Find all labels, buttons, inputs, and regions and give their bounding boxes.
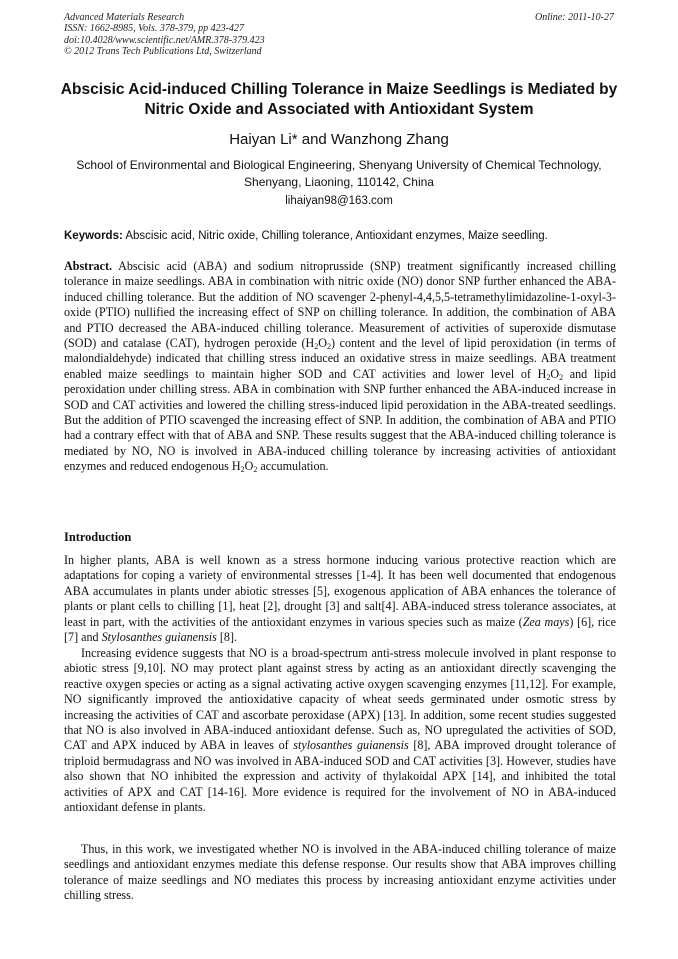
introduction-heading: Introduction bbox=[64, 530, 132, 544]
abstract-text: O bbox=[318, 336, 327, 351]
abstract bbox=[64, 259, 616, 475]
paragraph-text: [8], ABA improved drought tolerance of triploid bermudagrass and NO was involved in ABA-induced SOD and CAT activities [3]. However, studies have also shown that NO inhibited the expression and activity of thylakoidal APX [14], and inhibited the total activities of APX and CAT [14-16]. More evidence is required for the involvement of NO in ABA-induced antioxidant defense in plants. bbox=[64, 738, 616, 815]
species-name: Zea mays bbox=[522, 614, 570, 629]
keywords-text: Abscisic acid, Nitric oxide, Chilling tolerance, Antioxidant enzymes, Maize seedling. bbox=[125, 230, 548, 242]
paragraph-text: [8]. bbox=[216, 630, 238, 645]
abstract-text: ) content and the level of lipid peroxidation (in terms of malondialdehyde) indicated that chilling stress induced an oxidative stress in maize seedlings. ABA treatment enabled maize seedlings to maintain higher SOD and CAT activities and lower level of H bbox=[64, 336, 616, 381]
abstract-text: O bbox=[244, 459, 254, 474]
abstract-text: O bbox=[550, 366, 560, 381]
keywords bbox=[64, 229, 616, 244]
subscript: 2 bbox=[240, 465, 245, 475]
subscript: 2 bbox=[314, 342, 319, 352]
paper-title: Abscisic Acid-induced Chilling Tolerance in Maize Seedlings is Mediated by Nitric Oxide and Associated with Antioxidant System bbox=[60, 81, 618, 118]
subscript: 2 bbox=[546, 372, 551, 382]
subscript: 2 bbox=[326, 342, 331, 352]
paragraph-text: ) [6], rice [7] and bbox=[64, 614, 616, 645]
subscript: 2 bbox=[559, 372, 564, 382]
intro-paragraph-2 bbox=[64, 646, 616, 815]
author-email: lihaiyan98@163.com bbox=[285, 195, 393, 207]
copyright-line: © 2012 Trans Tech Publications Ltd, Switzerland bbox=[64, 46, 262, 58]
species-name: stylosanthes guianensis bbox=[293, 738, 409, 753]
journal-name: Advanced Materials Research bbox=[64, 12, 185, 23]
affiliation: School of Environmental and Biological Engineering, Shenyang University of Chemical Technology, Shenyang, Liaoning, 110142, China bbox=[76, 158, 602, 189]
species-name: Stylosanthes guianensis bbox=[101, 630, 217, 645]
subscript: 2 bbox=[253, 465, 258, 475]
paragraph-text: Increasing evidence suggests that NO is a broad-spectrum anti-stress molecule involved in plant response to abiotic stress [9,10]. NO may protect plant against stress by acting as an antioxidant directly scavenging the reactive oxygen species or acting as a signal activating active oxygen scavenging enzymes [11,12]. For example, NO significantly improved the antioxidative capacity of wheat seeds germinated under osmotic stress by increasing the activities of CAT and ascorbate peroxidase (APX) [13]. In addition, some recent studies suggested that NO is also involved in ABA-induced antioxidant defense. Such as, NO upregulated the activities of SOD, CAT and APX induced by ABA in leaves of bbox=[64, 646, 616, 753]
intro-paragraph-1 bbox=[64, 553, 616, 645]
journal-header bbox=[64, 12, 265, 58]
issn-line: ISSN: 1662-8985, Vols. 378-379, pp 423-427 bbox=[64, 23, 244, 35]
abstract-text: Abscisic acid (ABA) and sodium nitroprusside (SNP) treatment significantly increased chilling tolerance in maize seedlings. ABA in combination with nitric oxide (NO) donor SNP further enhanced the ABA-induced chilling tolerance. But the addition of NO scavenger 2-phenyl-4,4,5,5-tetramethylimidazoline-1-oxyl-3-oxide (PTIO) nullified the increasing effect of SNP on chilling tolerance. In addition, the combination of ABA and PTIO decreased the ABA-induced chilling tolerance. Measurement of activities of superoxide dismutase (SOD) and catalase (CAT), hydrogen peroxide (H bbox=[64, 259, 617, 351]
author-list: Haiyan Li* and Wanzhong Zhang bbox=[229, 131, 449, 148]
abstract-text: accumulation. bbox=[257, 459, 329, 474]
abstract-text: and lipid peroxidation under chilling stress. ABA in combination with SNP further enhanced the ABA-induced increase in SOD and CAT activities and lowered the chilling stress-induced lipid peroxidation in the ABA-treated seedlings. But the addition of PTIO scavenged the increasing effect of SNP. In addition, the combination of ABA and PTIO had a contrary effect with that of ABA and SNP. These results suggest that the ABA-induced chilling tolerance is mediated by NO, NO is involved in ABA-induced chilling tolerance by increasing activities of antioxidant enzymes and reduced endogenous H bbox=[64, 366, 616, 474]
abstract-label: Abstract. bbox=[64, 259, 113, 273]
doi-line: doi:10.4028/www.scientific.net/AMR.378-379.423 bbox=[64, 34, 265, 46]
keywords-label: Keywords: bbox=[64, 230, 123, 242]
paragraph-text: In higher plants, ABA is well known as a stress hormone inducing various protective reaction which are adaptations for coping a variety of environmental stresses [1-4]. It has been well documented that endogenous ABA accumulates in plants under abiotic stresses [5], exogenous application of ABA enhances the tolerance of plants or plant cells to chilling [1], heat [2], drought [3] and salt[4]. ABA-induced stress tolerance associates, at least in part, with the activities of the antioxidant enzymes in various species such as maize ( bbox=[64, 553, 616, 629]
intro-paragraph-3: Thus, in this work, we investigated whether NO is involved in the ABA-induced chilling tolerance of maize seedlings and antioxidant enzymes mediate this defense response. Our results show that ABA improves chilling tolerance of maize seedlings and NO mediates this process by increasing antioxidant enzyme activities under chilling stress. bbox=[64, 842, 616, 903]
online-date: Online: 2011-10-27 bbox=[535, 12, 614, 23]
